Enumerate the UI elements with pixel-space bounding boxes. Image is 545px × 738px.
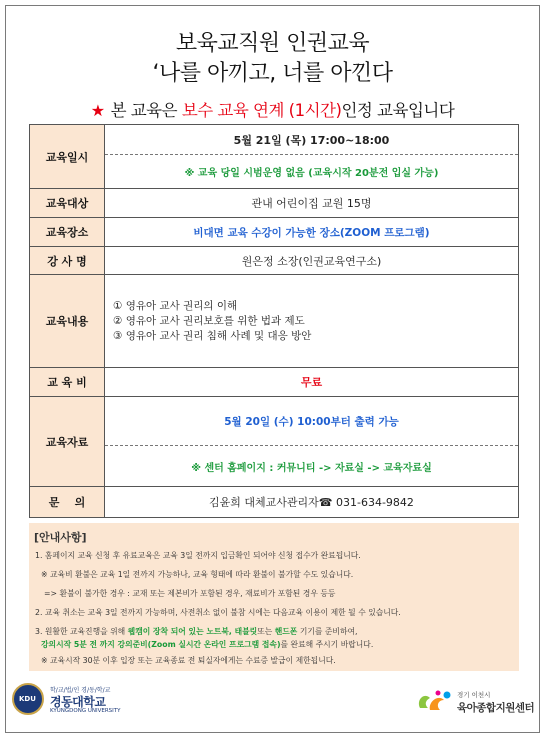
guide-line: 3. 원활한 교육진행을 위해 웹캠이 장착 되어 있는 노트북, 태블릿또는 핸드폰 기기를 준비하여,	[35, 627, 358, 636]
notice-highlight: 보수 교육 연계 (1시간)	[181, 101, 342, 120]
guide-line: ※ 교육비 환불은 교육 1일 전까지 가능하나, 교육 형태에 따라 환불이 불가할 수도 있습니다.	[41, 570, 354, 579]
target-value: 관내 어린이집 교원 15명	[105, 189, 519, 218]
page-title: 보육교직원 인권교육	[175, 31, 370, 56]
page-subtitle: ‘나를 아끼고, 너를 아낀다	[152, 61, 393, 86]
university-seal-icon: KDU	[12, 683, 44, 715]
contact-value: 김윤희 대체교사관리자☎ 031-634-9842	[105, 487, 519, 518]
place-value: 비대면 교육 수강이 가능한 장소(ZOOM 프로그램)	[105, 218, 519, 247]
guide-box	[29, 523, 519, 671]
guide-line: => 환불이 불가한 경우 : 교재 또는 제본비가 포함된 경우, 재료비가 포함된 경우 등등	[44, 589, 336, 598]
material-note: ※ 센터 홈페이지 : 커뮤니티 -> 자료실 -> 교육자료실	[105, 446, 519, 487]
contact-label: 문 의	[30, 487, 105, 518]
content-label: 교육내용	[30, 275, 105, 368]
notice-suffix: 인정 교육입니다	[341, 101, 455, 120]
guide-line: ※ 교육시작 30분 이후 입장 또는 교육종료 전 퇴실자에게는 수료증 발급이 제한됩니다.	[41, 656, 336, 665]
university-name: 경동대학교	[50, 695, 106, 709]
notice-prefix: 본 교육은	[110, 101, 182, 120]
info-table	[29, 124, 519, 518]
lecturer-value: 원은정 소장(인권교육연구소)	[105, 247, 519, 275]
guide-line: 강의시작 5분 전 까지 강의준비(Zoom 실시간 온라인 프로그램 접속)를 완료해 주시기 바랍니다.	[41, 640, 374, 649]
content-item: ① 영유아 교사 권리의 이해	[113, 299, 238, 312]
content-cell	[105, 275, 519, 368]
fee-value: 무료	[105, 368, 519, 397]
date-note: ※ 교육 당일 시범운영 없음 (교육시작 20분전 입실 가능)	[105, 155, 519, 189]
childcare-center-icon	[414, 688, 454, 714]
date-value: 5월 21일 (목) 17:00~18:00	[105, 125, 519, 155]
target-label: 교육대상	[30, 189, 105, 218]
date-label: 교육일시	[30, 125, 105, 189]
guide-line: 2. 교육 취소는 교육 3일 전까지 가능하며, 사전취소 없이 불참 시에는 다음교육 이용이 제한 될 수 있습니다.	[35, 608, 401, 617]
material-value: 5월 20일 (수) 10:00부터 출력 가능	[105, 397, 519, 446]
guide-title: [안내사항]	[34, 531, 87, 544]
center-name: 육아종합지원센터	[457, 702, 535, 714]
university-name-en: KYUNGDONG UNIVERSITY	[50, 708, 121, 714]
content-item: ② 영유아 교사 권리보호를 위한 법과 제도	[113, 314, 305, 327]
material-label: 교육자료	[30, 397, 105, 487]
lecturer-label: 강 사 명	[30, 247, 105, 275]
guide-line: 1. 홈페이지 교육 신청 후 유료교육은 교육 3일 전까지 입금확인 되어야 신청 접수가 완료됩니다.	[35, 551, 361, 560]
accreditation-notice	[0, 97, 545, 121]
university-tagline: 학/교/법/인 경/동/학/교	[50, 687, 111, 694]
center-region: 경기 이천시	[457, 691, 491, 699]
fee-label: 교 육 비	[30, 368, 105, 397]
content-item: ③ 영유아 교사 권리 침해 사례 및 대응 방안	[113, 329, 312, 342]
star-icon: ★	[90, 101, 105, 120]
place-label: 교육장소	[30, 218, 105, 247]
